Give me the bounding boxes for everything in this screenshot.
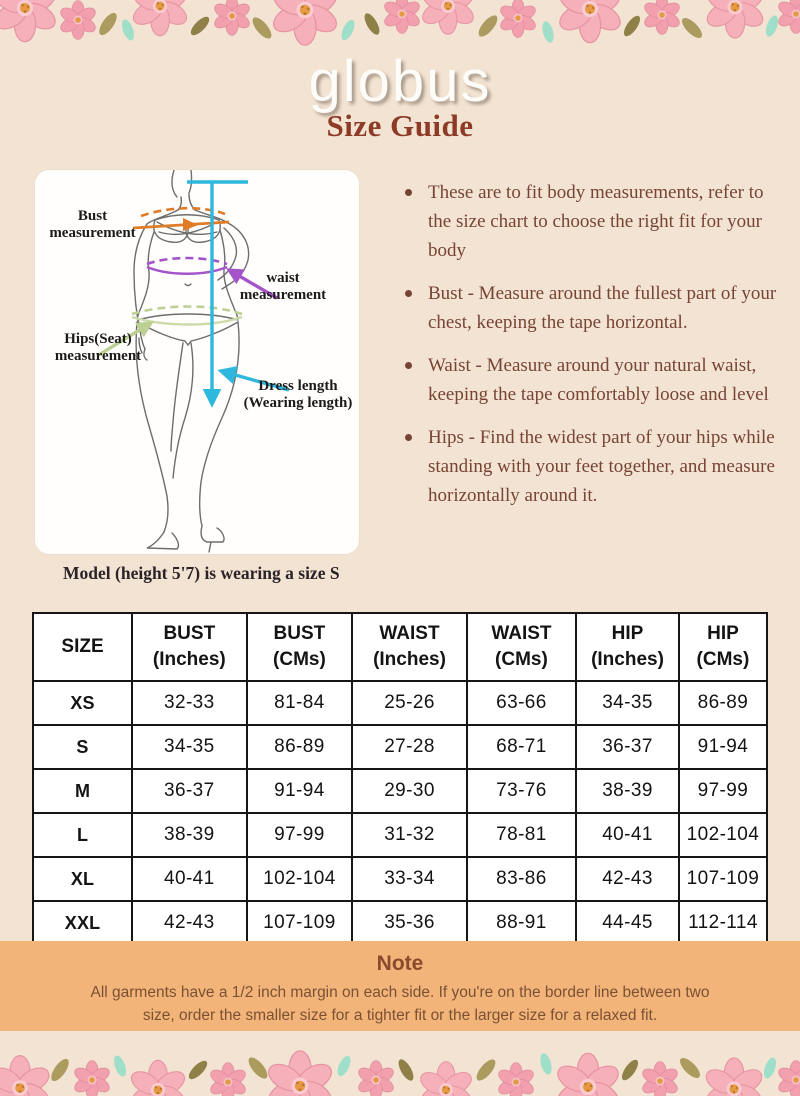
measurement-value-cell: 102-104 [247, 857, 353, 901]
hips-measurement-label: Hips(Seat) measurement [54, 331, 142, 364]
measurement-value-cell: 42-43 [132, 901, 247, 945]
instruction-item [403, 178, 781, 265]
size-table-column-header: WAIST (CMs) [467, 613, 576, 681]
dress-length-label: Dress length (Wearing length) [243, 378, 353, 411]
size-table-column-header: BUST (CMs) [247, 613, 353, 681]
measurement-value-cell: 68-71 [467, 725, 576, 769]
measurement-value-cell: 91-94 [247, 769, 353, 813]
measurement-value-cell: 25-26 [352, 681, 467, 725]
size-table-column-header: WAIST (Inches) [352, 613, 467, 681]
instruction-text: These are to fit body measurements, refer to the size chart to choose the right fit for your body [428, 182, 764, 261]
size-label-cell: M [33, 769, 132, 813]
size-table-row [33, 813, 767, 857]
size-table-row [33, 857, 767, 901]
size-table-row [33, 901, 767, 945]
measurement-value-cell: 34-35 [132, 725, 247, 769]
brand-logo: globus [308, 49, 492, 114]
instruction-item [403, 279, 781, 337]
measurement-value-cell: 32-33 [132, 681, 247, 725]
measurement-value-cell: 86-89 [247, 725, 353, 769]
measurement-value-cell: 97-99 [679, 769, 767, 813]
measurement-value-cell: 40-41 [132, 857, 247, 901]
note-section [0, 941, 800, 1031]
measurement-value-cell: 91-94 [679, 725, 767, 769]
size-table-header [33, 613, 767, 681]
instruction-item [403, 423, 781, 510]
measurement-diagram-card [35, 170, 359, 554]
size-table-row [33, 681, 767, 725]
size-table-column-header: SIZE [33, 613, 132, 681]
instruction-text: Waist - Measure around your natural waist, keeping the tape comfortably loose and level [428, 355, 769, 405]
bullet-dot-icon [405, 434, 412, 441]
measurement-value-cell: 29-30 [352, 769, 467, 813]
measurement-value-cell: 107-109 [679, 857, 767, 901]
measurement-instructions [403, 178, 781, 524]
measurement-value-cell: 38-39 [132, 813, 247, 857]
size-label-cell: S [33, 725, 132, 769]
size-label-cell: L [33, 813, 132, 857]
measurement-value-cell: 42-43 [576, 857, 679, 901]
measurement-value-cell: 81-84 [247, 681, 353, 725]
measurement-value-cell: 35-36 [352, 901, 467, 945]
bullet-dot-icon [405, 290, 412, 297]
size-label-cell: XL [33, 857, 132, 901]
bust-measure-mark [133, 208, 229, 231]
size-label-cell: XXL [33, 901, 132, 945]
measurement-value-cell: 112-114 [679, 901, 767, 945]
measurement-value-cell: 38-39 [576, 769, 679, 813]
instruction-text: Bust - Measure around the fullest part of your chest, keeping the tape horizontal. [428, 283, 777, 333]
note-text: All garments have a 1/2 inch margin on each side. If you're on the border line between two size, order the smaller size for a tighter fit or the larger size for a relaxed fit. [90, 984, 710, 1024]
measurement-value-cell: 44-45 [576, 901, 679, 945]
measurement-value-cell: 36-37 [132, 769, 247, 813]
measurement-value-cell: 88-91 [467, 901, 576, 945]
size-table-column-header: HIP (Inches) [576, 613, 679, 681]
measurement-value-cell: 33-34 [352, 857, 467, 901]
bullet-dot-icon [405, 362, 412, 369]
measurement-value-cell: 27-28 [352, 725, 467, 769]
waist-measurement-label: waist measurement [239, 270, 327, 303]
bullet-dot-icon [405, 189, 412, 196]
size-table-row [33, 725, 767, 769]
measurement-value-cell: 73-76 [467, 769, 576, 813]
size-label-cell: XS [33, 681, 132, 725]
measurement-value-cell: 102-104 [679, 813, 767, 857]
measurement-value-cell: 107-109 [247, 901, 353, 945]
model-caption: Model (height 5'7) is wearing a size S [63, 563, 340, 583]
note-title: Note [376, 952, 424, 975]
measurement-value-cell: 34-35 [576, 681, 679, 725]
measurement-value-cell: 78-81 [467, 813, 576, 857]
measurement-value-cell: 83-86 [467, 857, 576, 901]
measurement-value-cell: 40-41 [576, 813, 679, 857]
measurement-value-cell: 36-37 [576, 725, 679, 769]
measurement-value-cell: 86-89 [679, 681, 767, 725]
size-table [32, 612, 768, 946]
page-title: Size Guide [326, 108, 474, 143]
size-table-column-header: BUST (Inches) [132, 613, 247, 681]
instruction-text: Hips - Find the widest part of your hips while standing with your feet together, and measure horizontally around it. [428, 427, 775, 506]
measurement-value-cell: 63-66 [467, 681, 576, 725]
measurement-value-cell: 97-99 [247, 813, 353, 857]
bust-measurement-label: Bust measurement [49, 208, 136, 241]
floral-border-bottom [0, 1040, 800, 1096]
size-table-body [33, 681, 767, 945]
size-table-column-header: HIP (CMs) [679, 613, 767, 681]
measurement-value-cell: 31-32 [352, 813, 467, 857]
size-table-row [33, 769, 767, 813]
instruction-item [403, 351, 781, 409]
